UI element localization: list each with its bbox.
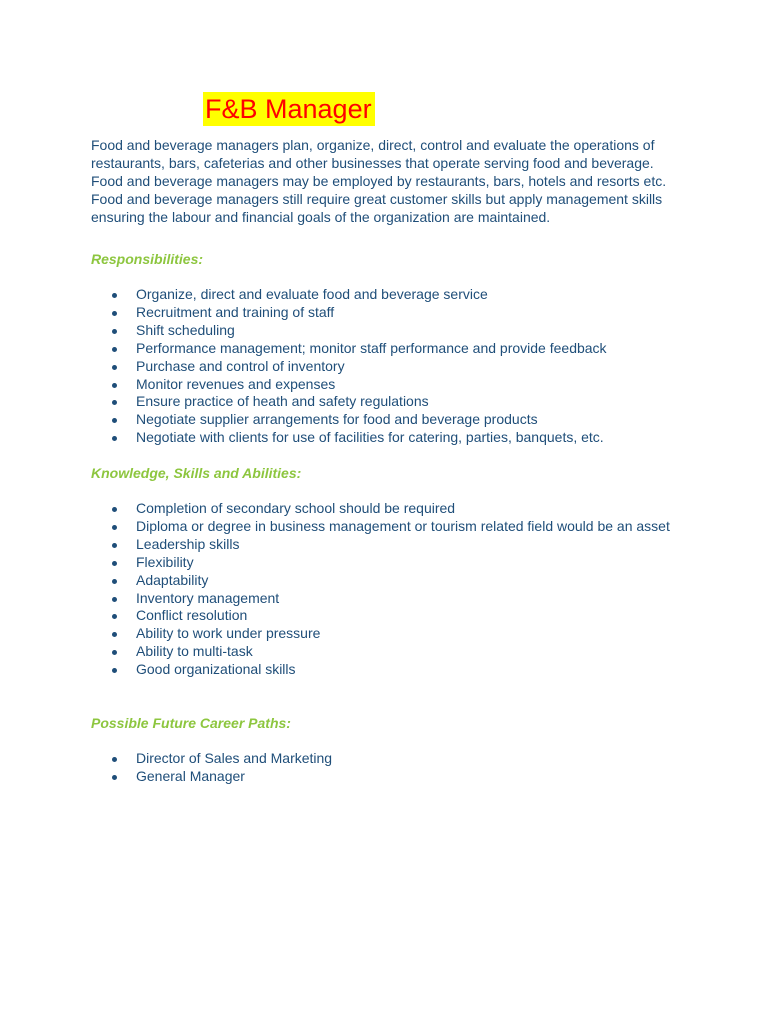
list-item <box>91 661 691 679</box>
list-item-text: Shift scheduling <box>136 321 235 338</box>
list-item <box>91 322 691 340</box>
bullet-icon <box>112 365 117 370</box>
bullet-icon <box>112 347 117 352</box>
bullet-icon <box>112 668 117 673</box>
bullet-icon <box>112 525 117 530</box>
bullet-icon <box>112 436 117 441</box>
list-item-text: General Manager <box>136 767 245 784</box>
list-item <box>91 590 691 608</box>
responsibilities-list <box>91 286 691 447</box>
list-item <box>91 750 691 768</box>
list-item-text: Adaptability <box>136 571 209 588</box>
list-item <box>91 518 691 536</box>
list-item-text: Completion of secondary school should be required <box>136 500 456 516</box>
list-item-text: Recruitment and training of staff <box>136 303 335 320</box>
list-item-text: Ensure practice of heath and safety regulations <box>136 393 429 410</box>
title-container <box>203 92 375 126</box>
bullet-icon <box>112 561 117 566</box>
list-item-text: Inventory management <box>136 589 280 606</box>
list-item-text: Conflict resolution <box>136 607 248 624</box>
bullet-icon <box>112 383 117 388</box>
list-item-text: Ability to multi-task <box>136 643 253 660</box>
bullet-icon <box>112 632 117 637</box>
list-item-text: Negotiate supplier arrangements for food and beverage products <box>136 411 538 428</box>
list-item-text: Leadership skills <box>136 535 240 552</box>
list-item-text: Performance management; monitor staff performance and provide feedback <box>136 339 607 356</box>
list-item <box>91 429 691 447</box>
list-item <box>91 286 691 304</box>
list-item-text: Purchase and control of inventory <box>136 357 345 374</box>
list-item-text: Monitor revenues and expenses <box>136 375 336 392</box>
bullet-icon <box>112 757 117 762</box>
responsibilities-heading: Responsibilities: <box>91 251 204 267</box>
ksa-list <box>91 500 691 679</box>
list-item-text: Organize, direct and evaluate food and beverage service <box>136 286 488 302</box>
bullet-icon <box>112 775 117 780</box>
list-item-text: Director of Sales and Marketing <box>136 750 333 766</box>
bullet-icon <box>112 543 117 548</box>
bullet-icon <box>112 579 117 584</box>
bullet-icon <box>112 614 117 619</box>
bullet-icon <box>112 311 117 316</box>
bullet-icon <box>112 650 117 655</box>
list-item <box>91 643 691 661</box>
list-item <box>91 500 691 518</box>
career-paths-heading: Possible Future Career Paths: <box>91 715 291 731</box>
list-item <box>91 572 691 590</box>
bullet-icon <box>112 293 117 298</box>
list-item-text: Ability to work under pressure <box>136 625 321 642</box>
list-item <box>91 768 691 786</box>
bullet-icon <box>112 418 117 423</box>
list-item-text: Flexibility <box>136 553 194 570</box>
list-item <box>91 554 691 572</box>
list-item-text: Diploma or degree in business management or tourism related field would be an asset <box>136 517 670 534</box>
list-item <box>91 411 691 429</box>
bullet-icon <box>112 329 117 334</box>
list-item <box>91 358 691 376</box>
ksa-heading: Knowledge, Skills and Abilities: <box>91 465 302 481</box>
page-title: F&B Manager <box>203 92 375 126</box>
list-item <box>91 536 691 554</box>
list-item <box>91 340 691 358</box>
list-item <box>91 393 691 411</box>
list-item <box>91 607 691 625</box>
list-item-text: Negotiate with clients for use of facilities for catering, parties, banquets, etc. <box>136 429 604 446</box>
list-item <box>91 625 691 643</box>
bullet-icon <box>112 400 117 405</box>
list-item <box>91 304 691 322</box>
bullet-icon <box>112 597 117 602</box>
list-item <box>91 376 691 394</box>
intro-paragraph: Food and beverage managers plan, organize, direct, control and evaluate the operations of restaurants, bars, cafeterias and other businesses that operate serving food and beverage. Food and beverage managers may be employed by restaurants, bars, hotels and resorts etc. Food and beverage managers still require great customer skills but apply management skills ensuring the labour and financial goals of the organization are maintained. <box>91 137 667 225</box>
bullet-icon <box>112 507 117 512</box>
career-paths-list <box>91 750 691 786</box>
list-item-text: Good organizational skills <box>136 661 296 678</box>
